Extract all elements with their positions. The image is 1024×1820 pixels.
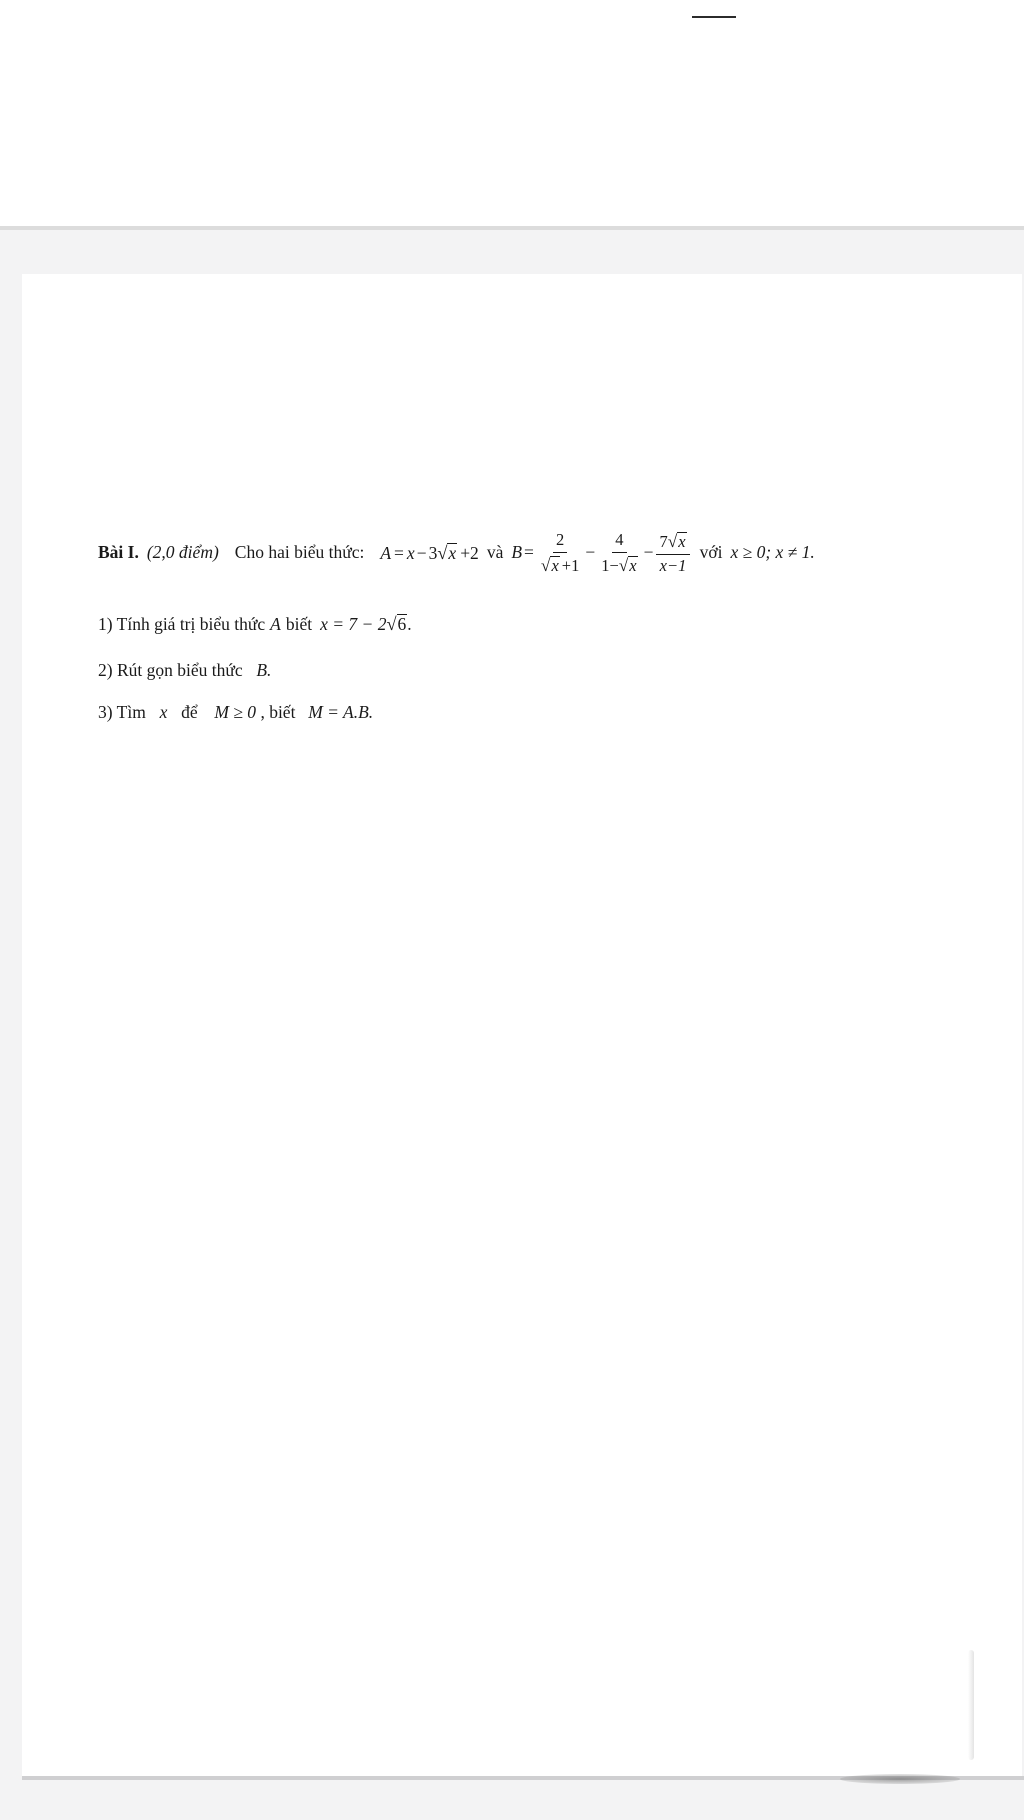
problem-points: (2,0 điểm) [146, 542, 219, 563]
item-1-sqrt [386, 614, 407, 634]
expr-a-sqrt [437, 543, 457, 563]
fraction-2-den-head: 1− [601, 555, 619, 575]
expr-a-term1: x [406, 543, 415, 564]
item-3-text-mid2: , biết [260, 702, 296, 722]
fraction-1-numerator: 2 [553, 532, 567, 553]
expr-a-radicand: x [448, 543, 457, 564]
item-3-text-head: 3) Tìm [98, 702, 146, 722]
question-item-1 [98, 614, 412, 634]
problem-label: Bài I. [98, 542, 139, 563]
item-3-var: x [159, 702, 168, 722]
connector-word: và [486, 542, 504, 563]
item-1-expr-tail: . [407, 614, 412, 634]
fraction-3-coef: 7 [659, 532, 668, 551]
item-1-radicand: 6 [397, 614, 407, 634]
fraction-3-denominator: x−1 [659, 555, 687, 575]
item-1-expr-head: x = 7 − 2 [320, 614, 387, 634]
fraction-2-sqrt [619, 556, 638, 575]
expr-a-eq: = [394, 543, 404, 564]
fraction-3 [656, 532, 689, 574]
radical-symbol: √ [667, 532, 678, 552]
document-page [22, 274, 1022, 1778]
expr-b-lhs: B [511, 542, 523, 563]
expression-a [380, 543, 478, 563]
fraction-1-sqrt [541, 556, 560, 575]
fraction-1-radicand: x [551, 555, 559, 575]
fraction-1-den-tail: +1 [561, 555, 580, 575]
radical-symbol: √ [437, 543, 448, 564]
item-1-after: biết [285, 614, 313, 634]
scrollbar[interactable] [968, 1650, 974, 1760]
expr-b-op1: − [585, 542, 596, 563]
fraction-2-radicand: x [629, 555, 637, 575]
top-marker-line [692, 16, 736, 18]
item-1-text: 1) Tính giá trị biểu thức [98, 614, 266, 634]
page-shadow [840, 1774, 960, 1784]
item-2-text: 2) Rút gọn biểu thức [98, 660, 243, 680]
fraction-2-denominator [598, 553, 640, 575]
fraction-3-radicand: x [678, 532, 686, 551]
expr-a-minus: − [416, 543, 427, 564]
problem-statement [98, 532, 815, 574]
expr-a-lhs: A [380, 543, 392, 564]
fraction-2 [598, 532, 640, 574]
fraction-1-denominator [538, 553, 582, 575]
radical-symbol: √ [386, 614, 397, 635]
expr-b-eq: = [524, 542, 534, 563]
radical-symbol: √ [618, 555, 629, 575]
item-2-var: B. [256, 660, 272, 680]
condition: x ≥ 0; x ≠ 1. [730, 542, 815, 563]
question-item-3 [98, 704, 373, 722]
radical-symbol: √ [540, 555, 551, 575]
viewer-top-area [0, 0, 1024, 226]
fraction-1 [538, 532, 582, 574]
fraction-3-sqrt [668, 532, 687, 551]
expr-b-op2: − [643, 542, 654, 563]
expr-a-coef: 3 [428, 543, 438, 564]
item-1-var: A [270, 614, 281, 634]
fraction-2-numerator: 4 [612, 532, 626, 553]
item-3-inequality: M ≥ 0 [214, 702, 257, 722]
item-3-text-mid: để [181, 702, 198, 722]
expression-b [511, 532, 691, 574]
fraction-3-numerator [656, 532, 689, 555]
item-3-equation: M = A.B. [308, 702, 374, 722]
expr-a-tail: +2 [460, 543, 479, 564]
problem-intro: Cho hai biểu thức: [234, 542, 365, 563]
question-item-2 [98, 662, 271, 680]
condition-word: với [699, 542, 723, 563]
